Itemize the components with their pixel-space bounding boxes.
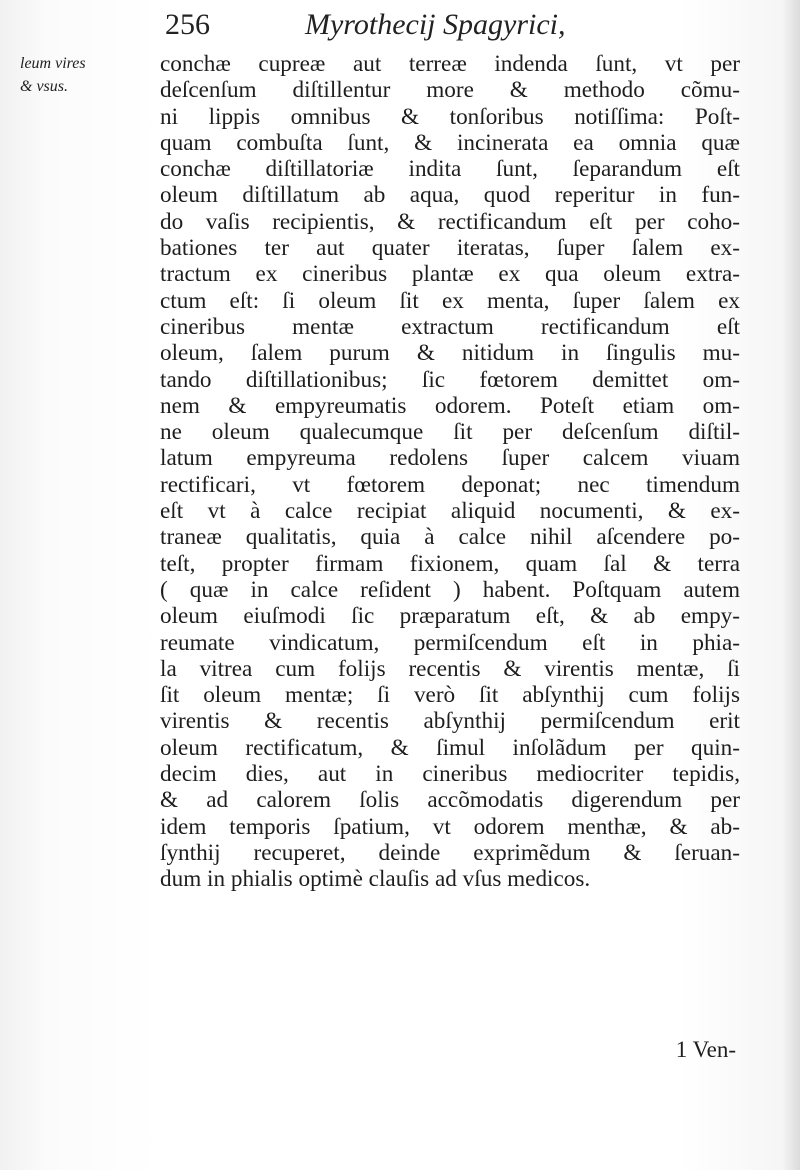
text-line: latum empyreuma redolens ſuper calcem viuam [160, 445, 740, 472]
text-line: idem temporis ſpatium, vt odorem menthæ, & ab- [160, 813, 740, 840]
text-line: reumate vindicatum, permiſcendum eſt in phia- [160, 629, 740, 656]
text-line: tractum ex cineribus plantæ ex qua oleum extra- [160, 261, 740, 288]
text-line: oleum diſtillatum ab aqua, quod reperitur in fun- [160, 182, 740, 209]
text-line: traneæ qualitatis, quia à calce nihil aſcendere po- [160, 524, 740, 551]
text-line: la vitrea cum folijs recentis & virentis mentæ, ſi [160, 655, 740, 682]
page-header [165, 8, 745, 44]
text-line: ni lippis omnibus & tonſoribus notiſſima: Poſt- [160, 103, 740, 130]
text-line: ſynthij recuperet, deinde exprimẽdum & ſeruan- [160, 839, 740, 866]
text-line: teſt, propter firmam fixionem, quam ſal & terra [160, 550, 740, 577]
text-line: do vaſis recipientis, & rectificandum eſt per coho- [160, 208, 740, 235]
text-line: oleum, ſalem purum & nitidum in ſingulis mu- [160, 340, 740, 367]
text-line: & ad calorem ſolis accõmodatis digerendum per [160, 787, 740, 814]
text-line: decim dies, aut in cineribus mediocriter tepidis, [160, 761, 740, 788]
page-number: 256 [165, 8, 210, 41]
text-line: ne oleum qualecumque ſit per deſcenſum diſtil- [160, 419, 740, 446]
text-line: nem & empyreumatis odorem. Poteſt etiam om- [160, 392, 740, 419]
text-line: rectificari, vt fœtorem deponat; nec timendum [160, 471, 740, 498]
text-line: conchæ cupreæ aut terreæ indenda ſunt, vt per [160, 51, 740, 77]
text-line: oleum eiuſmodi ſic præparatum eſt, & ab empy- [160, 603, 740, 630]
text-line: virentis & recentis abſynthij permiſcendum erit [160, 708, 740, 735]
margin-note [20, 52, 152, 98]
text-line: conchæ diſtillatoriæ indita ſunt, ſeparandum eſt [160, 156, 740, 183]
text-line: deſcenſum diſtillentur more & methodo cõmu- [160, 77, 740, 104]
margin-note-line: & vsus. [20, 78, 68, 95]
text-line: quam combuſta ſunt, & incinerata ea omnia quæ [160, 129, 740, 156]
text-line: cineribus mentæ extractum rectificandum eſt [160, 313, 740, 340]
text-line: dum in phialis optimè clauſis ad vſus medicos. [160, 866, 591, 893]
text-line: oleum rectificatum, & ſimul inſolãdum per quin- [160, 734, 740, 761]
text-line: tando diſtillationibus; ſic fœtorem demittet om- [160, 366, 740, 393]
text-line: ( quæ in calce reſident ) habent. Poſtquam autem [160, 576, 740, 603]
text-line: ctum eſt: ſi oleum ſit ex menta, ſuper ſalem ex [160, 287, 740, 314]
running-title: Myrothecij Spagyrici, [305, 8, 566, 41]
text-line: eſt vt à calce recipiat aliquid nocumenti, & ex- [160, 498, 740, 525]
margin-note-line: leum vires [20, 55, 86, 72]
text-line: ſit oleum mentæ; ſi verò ſit abſynthij cum folijs [160, 682, 740, 709]
body-text [160, 51, 740, 893]
catchword: 1 Ven- [675, 1037, 736, 1062]
text-line: bationes ter aut quater iteratas, ſuper ſalem ex- [160, 235, 740, 262]
